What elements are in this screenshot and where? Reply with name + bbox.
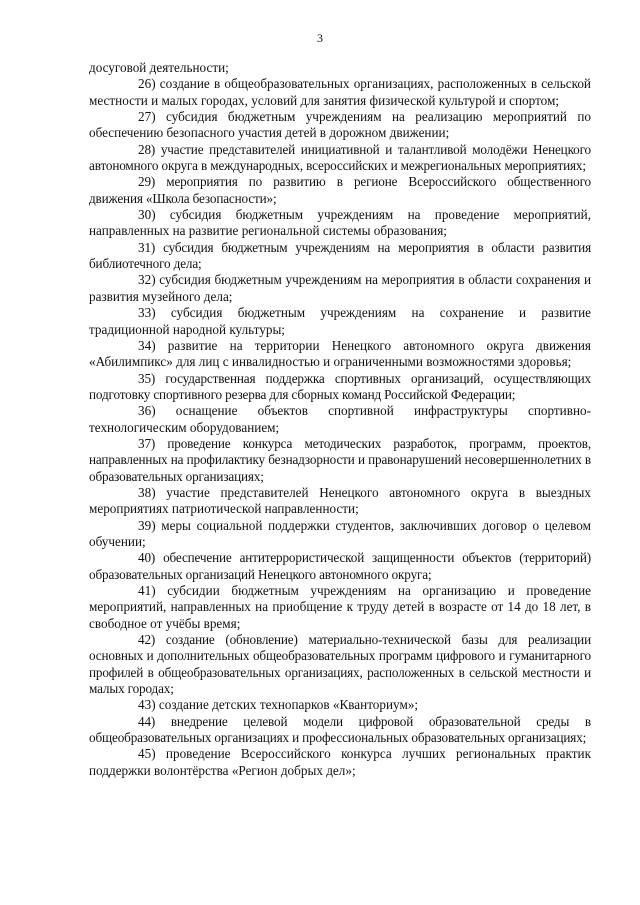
list-item: досуговой деятельности; bbox=[89, 60, 229, 75]
page-number: 3 bbox=[317, 31, 323, 45]
list-item: 44) внедрение целевой модели цифровой образовательной среды в общеобразовательных организациях и профессиональных образовательных организациях; bbox=[89, 713, 591, 746]
list-item: 43) создание детских технопарков «Кванториум»; bbox=[138, 697, 419, 713]
list-item: 28) участие представителей инициативной и талантливой молодёжи Ненецкого автономного округа в международных, всероссийских и межрегиональных мероприятиях; bbox=[89, 141, 591, 174]
list-item: 40) обеспечение антитеррористической защищенности объектов (территорий) образовательных организаций Ненецкого автономного округа; bbox=[89, 550, 591, 582]
list-item: 29) мероприятия по развитию в регионе Всероссийского общественного движения «Школа безопасности»; bbox=[89, 174, 591, 206]
list-item: 26) создание в общеобразовательных организациях, расположенных в сельской местности и малых городах, условий для занятия физической культурой и спортом; bbox=[89, 76, 591, 108]
document-body bbox=[89, 60, 591, 779]
list-item: 33) субсидия бюджетным учреждениям на сохранение и развитие традиционной народной культуры; bbox=[89, 305, 591, 337]
list-item: 38) участие представителей Ненецкого автономного округа в выездных мероприятиях патриотической направленности; bbox=[89, 484, 591, 517]
list-item: 41) субсидии бюджетным учреждениям на организацию и проведение мероприятий, направленных на приобщение к труду детей в возрасте от 14 до 18 лет, в свободное от учёбы время; bbox=[89, 583, 591, 631]
list-item: 45) проведение Всероссийского конкурса лучших региональных практик поддержки волонтёрства «Регион добрых дел»; bbox=[89, 746, 591, 778]
list-item: 39) меры социальной поддержки студентов, заключивших договор о целевом обучении; bbox=[89, 517, 591, 549]
list-item: 36) оснащение объектов спортивной инфраструктуры спортивно-технологическим оборудованием; bbox=[89, 403, 591, 435]
list-item: 35) государственная поддержка спортивных организаций, осуществляющих подготовку спортивного резерва для сборных команд Российской Федерации; bbox=[89, 370, 591, 402]
list-item: 31) субсидия бюджетным учреждениям на мероприятия в области развития библиотечного дела; bbox=[89, 239, 591, 272]
list-item: 27) субсидия бюджетным учреждениям на реализацию мероприятий по обеспечению безопасного участия детей в дорожном движении; bbox=[89, 109, 591, 141]
list-item: 42) создание (обновление) материально-технической базы для реализации основных и дополнительных общеобразовательных программ цифрового и гуманитарного профилей в общеобразовательных организациях, расположенных в сельской местности и малых городах; bbox=[89, 632, 591, 697]
list-item: 32) субсидия бюджетным учреждениям на мероприятия в области сохранения и развития музейного дела; bbox=[89, 272, 591, 304]
list-item: 37) проведение конкурса методических разработок, программ, проектов, направленных на профилактику безнадзорности и правонарушений несовершеннолетних в образовательных организациях; bbox=[89, 435, 591, 484]
list-item: 30) субсидия бюджетным учреждениям на проведение мероприятий, направленных на развитие региональной системы образования; bbox=[89, 207, 591, 239]
list-item: 34) развитие на территории Ненецкого автономного округа движения «Абилимпикс» для лиц с инвалидностью и ограниченными возможностями здоровья; bbox=[89, 337, 591, 370]
